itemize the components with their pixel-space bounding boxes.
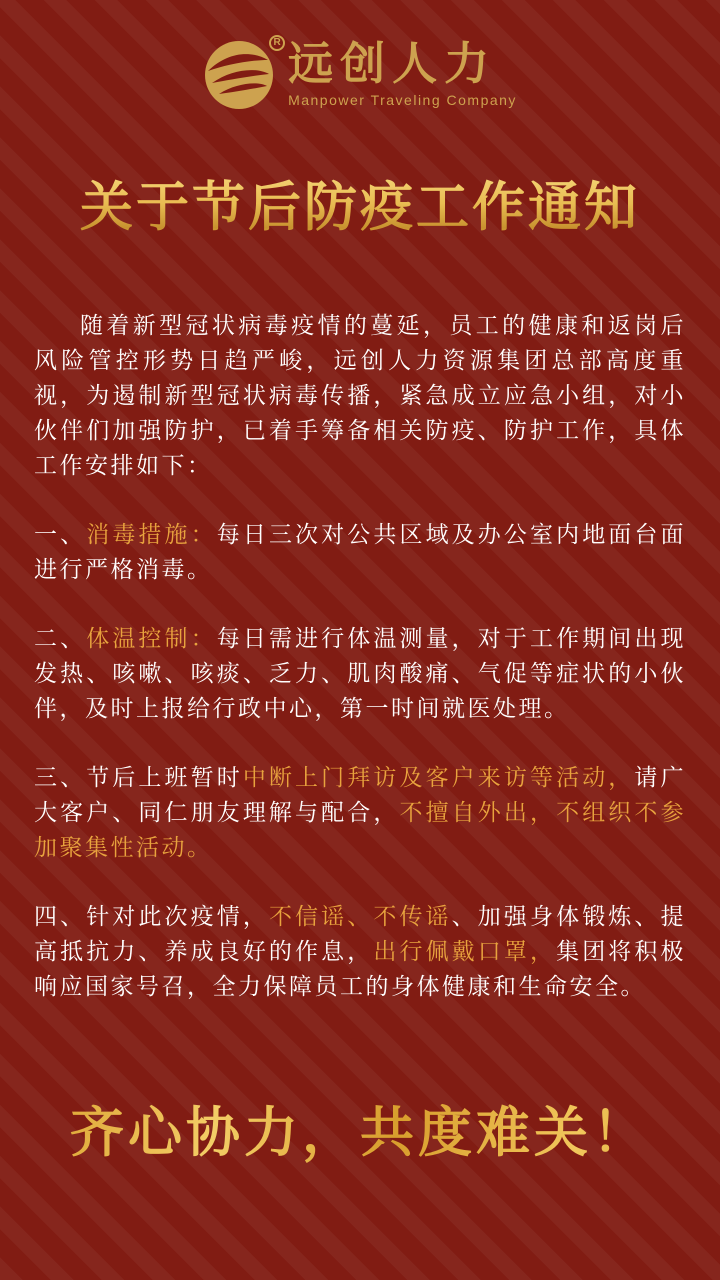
- item-3-text-2: 请广大客户、同仁朋友理解与配合，: [34, 764, 687, 825]
- company-logo: [0, 38, 720, 110]
- notice-body: [0, 308, 720, 1004]
- intro-paragraph: 随着新型冠状病毒疫情的蔓延，员工的健康和返岗后风险管控形势日趋严峻，远创人力资源集团总部高度重视，为遏制新型冠状病毒传播，紧急成立应急小组，对小伙伴们加强防护，已着手筹备相关防疫、防护工作，具体工作安排如下：: [34, 312, 686, 478]
- item-4-highlight-1: 不信谣、不传谣: [268, 903, 452, 929]
- swan-wave-icon: [203, 37, 281, 110]
- notice-item-2: [34, 621, 686, 726]
- item-3-text-1: 三、节后上班暂时: [34, 764, 243, 790]
- notice-item-3: [34, 760, 686, 865]
- item-2-number: 二、: [34, 625, 87, 651]
- closing-slogan: 齐心协力，共度难关！: [0, 1096, 720, 1168]
- company-name-block: [288, 37, 517, 109]
- item-4-highlight-2: 出行佩戴口罩，: [373, 938, 557, 964]
- item-1-text: 每日三次对公共区域及办公室内地面台面进行严格消毒。: [34, 521, 687, 582]
- item-3-highlight-1: 中断上门拜访及客户来访等活动，: [242, 764, 635, 790]
- registered-trademark-icon: R: [269, 35, 285, 51]
- item-1-number: 一、: [34, 521, 87, 547]
- item-4-text-2: 、加强身体锻炼、提高抵抗力、养成良好的作息，: [34, 903, 687, 964]
- item-2-highlight: 体温控制：: [86, 625, 217, 651]
- item-3-highlight-2: 不擅自外出，不组织不参加聚集性活动。: [34, 799, 687, 860]
- item-4-text-3: 集团将积极响应国家号召，全力保障员工的身体健康和生命安全。: [34, 938, 687, 999]
- company-name-en: Manpower Traveling Company: [288, 92, 517, 109]
- company-name-cn: 远创人力: [288, 37, 497, 89]
- item-4-text-1: 四、针对此次疫情，: [34, 903, 269, 929]
- notice-item-1: [34, 517, 686, 587]
- item-2-text: 每日需进行体温测量，对于工作期间出现发热、咳嗽、咳痰、乏力、肌肉酸痛、气促等症状的小伙伴，及时上报给行政中心，第一时间就医处理。: [34, 625, 687, 721]
- notice-item-4: [34, 899, 686, 1004]
- item-1-highlight: 消毒措施：: [86, 521, 217, 547]
- notice-title: 关于节后防疫工作通知: [0, 170, 720, 244]
